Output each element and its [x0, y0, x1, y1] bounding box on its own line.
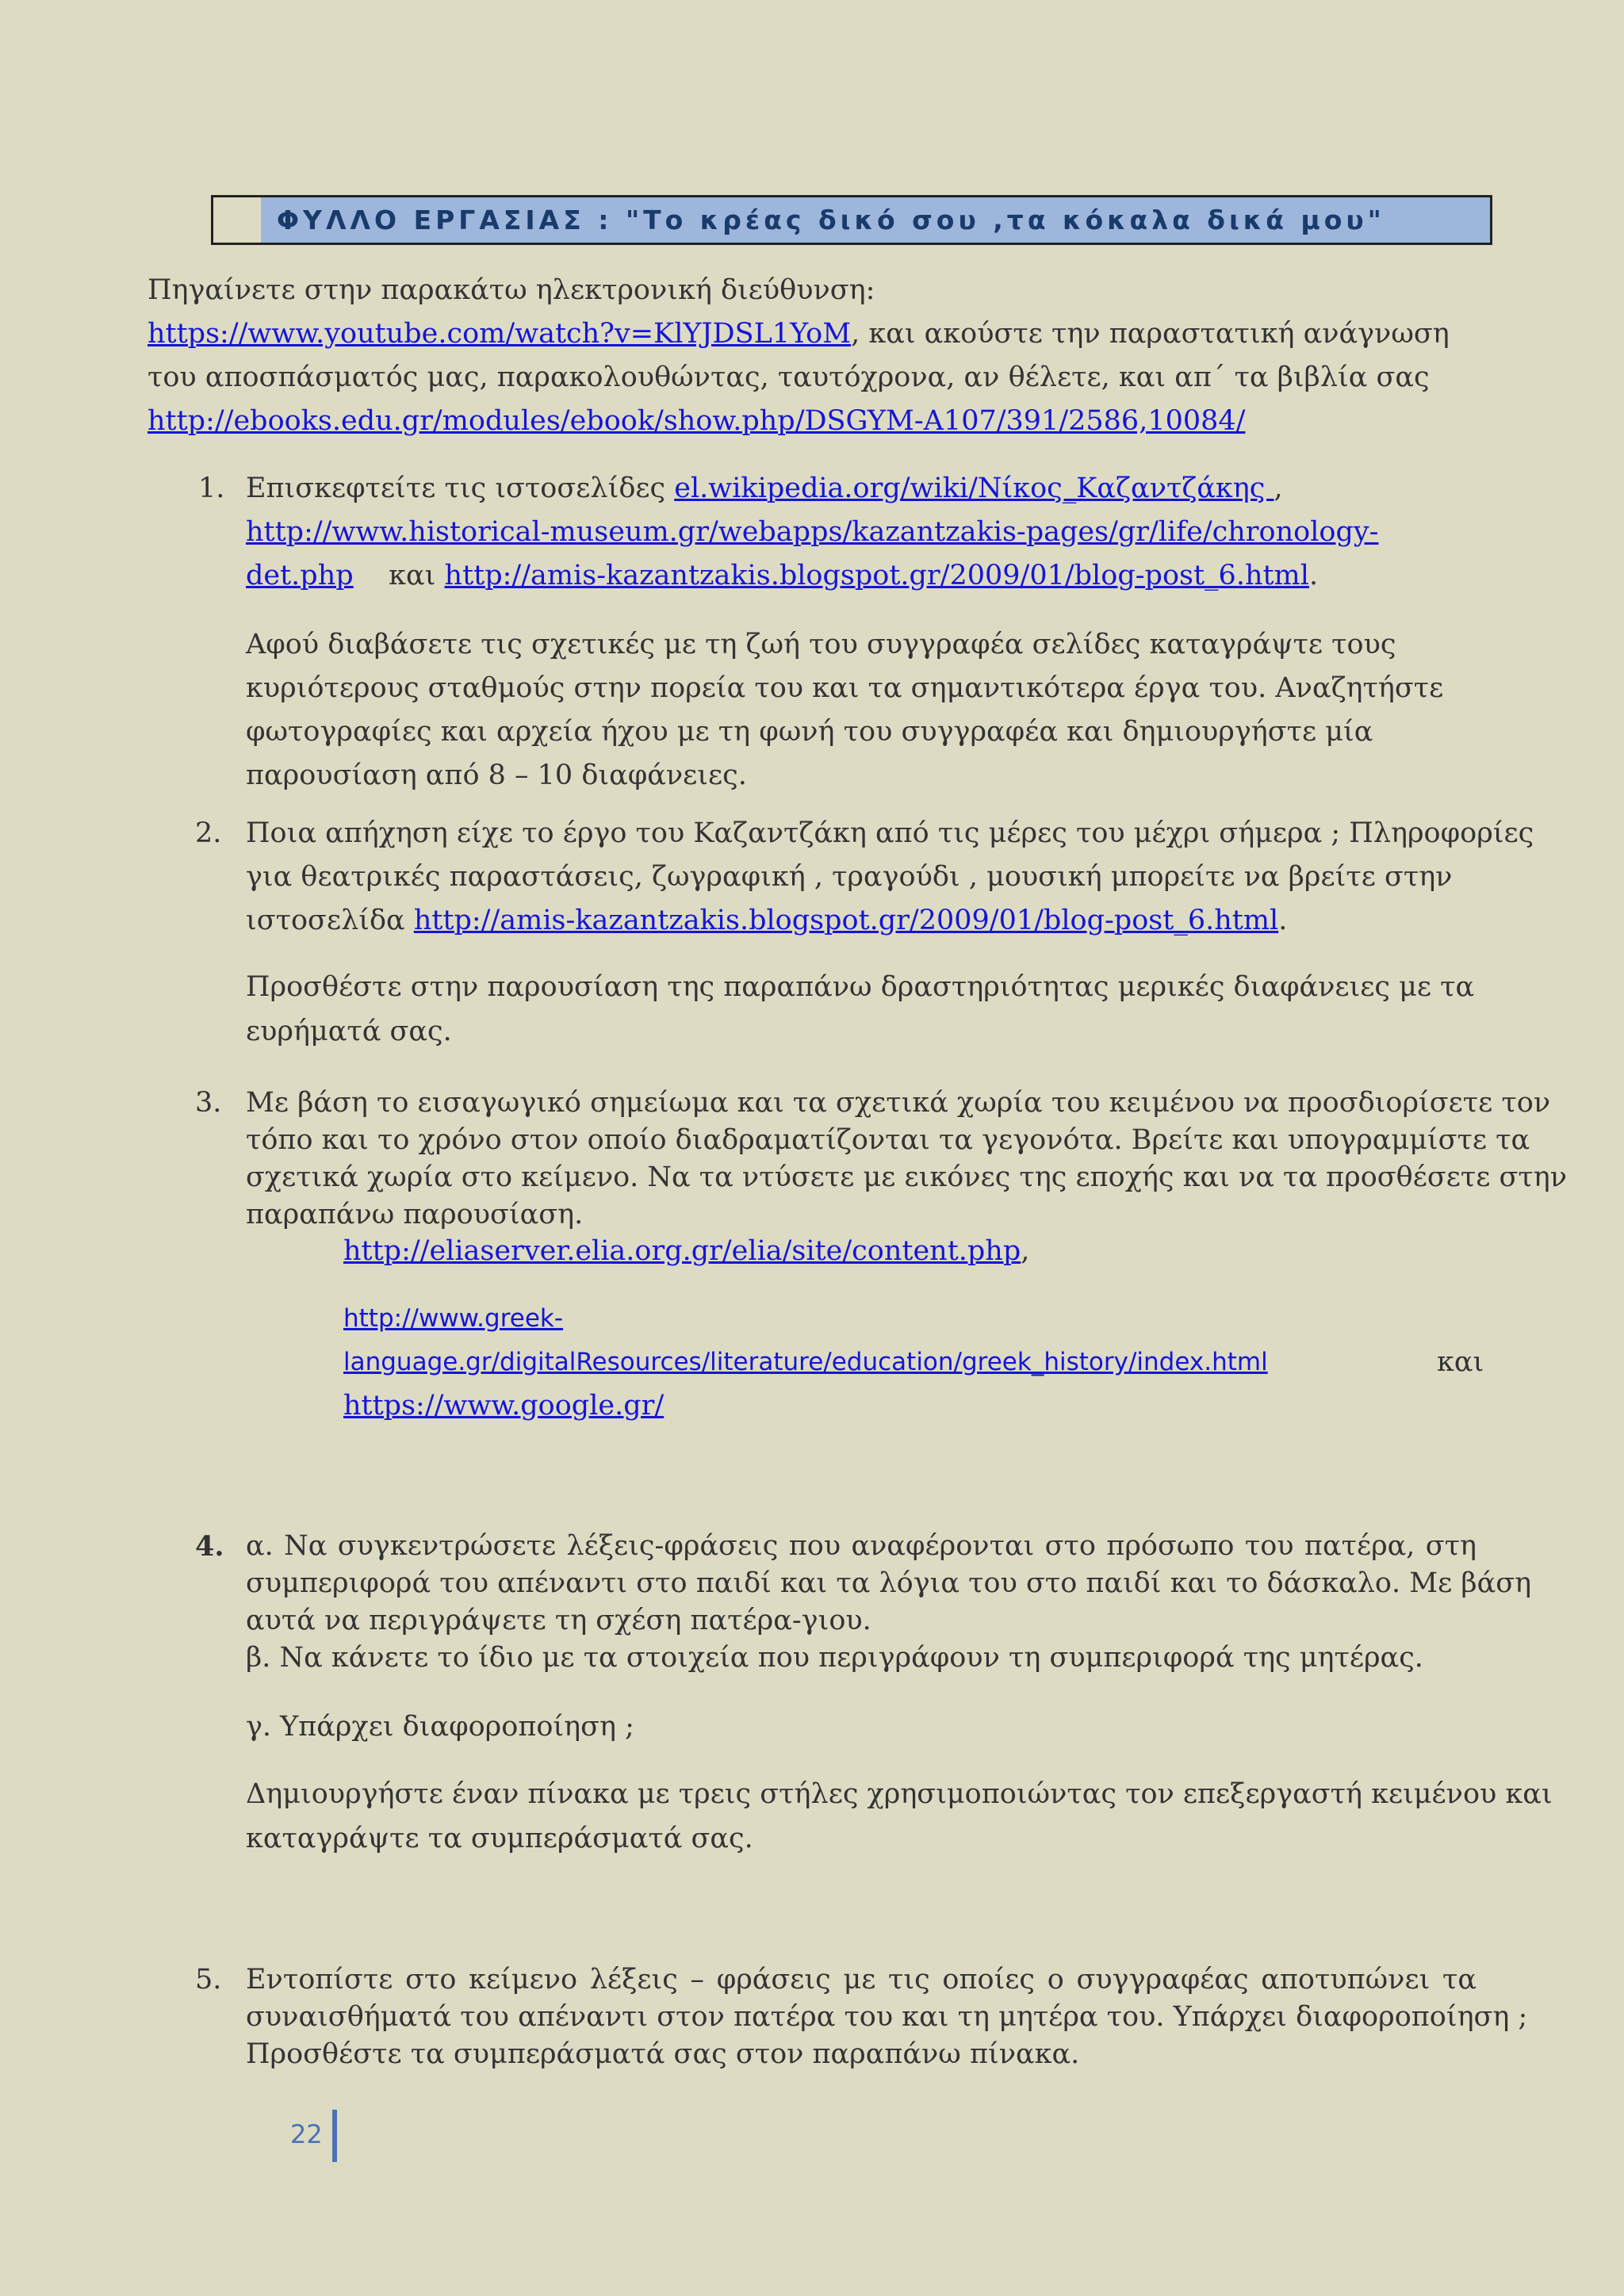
item-1-number: 1.	[198, 473, 225, 504]
item-1-line-2	[246, 511, 1378, 554]
item-3-line-2: τόπο και το χρόνο στον οποίο διαδραματίζονται τα γεγονότα. Βρείτε και υπογραμμίστε τα	[246, 1124, 1530, 1156]
item-2-dot: .	[1278, 905, 1288, 936]
item-3-line-4: παραπάνω παρουσίαση.	[246, 1199, 584, 1230]
worksheet-title: ΦΥΛΛΟ ΕΡΓΑΣΙΑΣ : "Το κρέας δικό σου ,τα κόκαλα δικά μου"	[277, 205, 1385, 235]
intro-line-2-rest: , και ακούστε την παραστατική ανάγνωση	[851, 318, 1450, 350]
item-3-number: 3.	[195, 1087, 222, 1119]
item-1-desc-3: φωτογραφίες και αρχεία ήχου με τη φωνή του συγγραφέα και δημιουργήστε μία	[246, 716, 1373, 748]
item-1-dot: .	[1308, 560, 1319, 591]
museum-link-part-2[interactable]: det.php	[246, 560, 354, 591]
elia-link[interactable]: http://eliaserver.elia.org.gr/elia/site/content.php	[343, 1235, 1021, 1267]
intro-line-4	[147, 400, 1245, 443]
item-2-line-3-prefix: ιστοσελίδα	[246, 905, 414, 936]
item-2-line-2: για θεατρικές παραστάσεις, ζωγραφική , τραγούδι , μουσική μπορείτε να βρείτε στην	[246, 861, 1453, 893]
ebooks-link[interactable]: http://ebooks.edu.gr/modules/ebook/show.php/DSGYM-A107/391/2586,10084/	[147, 405, 1246, 437]
item-3-comma: ,	[1021, 1235, 1030, 1267]
item-4-line-4: β. Να κάνετε το ίδιο με τα στοιχεία που περιγράφουν τη συμπεριφορά της μητέρας.	[246, 1642, 1423, 1674]
item-2-add-1: Προσθέστε στην παρουσίαση της παραπάνω δραστηριότητας μερικές διαφάνειες με τα	[246, 971, 1475, 1003]
item-4-line-5: γ. Υπάρχει διαφοροποίηση ;	[246, 1711, 634, 1743]
item-5-line-1: Εντοπίστε στο κείμενο λέξεις – φράσεις με τις οποίες ο συγγραφέας αποτυπώνει τα	[246, 1964, 1477, 1996]
item-4-line-6: Δημιουργήστε έναν πίνακα με τρεις στήλες χρησιμοποιώντας τον επεξεργαστή κειμένου και	[246, 1778, 1553, 1810]
page-number-bar	[332, 2110, 337, 2162]
item-2-add-2: ευρήματά σας.	[246, 1016, 452, 1047]
item-1-prefix: Επισκεφτείτε τις ιστοσελίδες	[246, 473, 675, 504]
item-4-line-2: συμπεριφορά του απέναντι στο παιδί και τα λόγια του στο παιδί και το δάσκαλο. Με βάση	[246, 1567, 1532, 1599]
item-2-line-3	[246, 899, 1287, 943]
item-5-line-3: Προσθέστε τα συμπεράσματά σας στον παραπάνω πίνακα.	[246, 2038, 1080, 2070]
item-5-number: 5.	[195, 1964, 222, 1996]
item-1-desc-2: κυριότερους σταθμούς στην πορεία του και τα σημαντικότερα έργα του. Αναζητήστε	[246, 672, 1444, 704]
item-3-line-1: Με βάση το εισαγωγικό σημείωμα και τα σχετικά χωρία του κειμένου να προσδιορίσετε τον	[246, 1087, 1551, 1119]
item-4-line-3: αυτά να περιγράψετε τη σχέση πατέρα-γιου.	[246, 1605, 871, 1636]
item-1-comma: ,	[1274, 473, 1283, 504]
youtube-link[interactable]: https://www.youtube.com/watch?v=KlYJDSL1YoM	[147, 318, 852, 350]
amis-kazantzakis-link-2[interactable]: http://amis-kazantzakis.blogspot.gr/2009/01/blog-post_6.html	[413, 905, 1279, 936]
item-1-line-1	[246, 467, 1283, 511]
item-3-elia-line	[343, 1230, 1029, 1273]
item-1-line-3	[246, 554, 1318, 598]
item-3-line-3: σχετικά χωρία στο κείμενο. Να τα ντύσετε με εικόνες της εποχής και να τα προσθέσετε στην	[246, 1161, 1568, 1193]
worksheet-title-box	[211, 195, 1492, 245]
intro-line-3: του αποσπάσματός μας, παρακολουθώντας, ταυτόχρονα, αν θέλετε, και απ΄ τα βιβλία σας	[147, 362, 1430, 393]
item-4-number: 4.	[195, 1530, 224, 1563]
google-link[interactable]: https://www.google.gr/	[343, 1390, 665, 1422]
intro-line-1: Πηγαίνετε στην παρακάτω ηλεκτρονική διεύθυνση:	[147, 274, 875, 306]
item-4-line-1: α. Να συγκεντρώσετε λέξεις-φράσεις που αναφέρονται στο πρόσωπο του πατέρα, στη	[246, 1530, 1477, 1562]
item-3-google-line	[343, 1384, 664, 1428]
greek-language-link-part-2[interactable]: language.gr/digitalResources/literature/education/greek_history/index.html	[343, 1348, 1268, 1376]
wikipedia-link[interactable]: el.wikipedia.org/wiki/Νίκος_Καζαντζάκης	[674, 473, 1274, 504]
item-3-greek-line-1	[343, 1297, 563, 1341]
item-3-greek-line-2	[343, 1341, 1268, 1384]
item-1-desc-4: παρουσίαση από 8 – 10 διαφάνειες.	[246, 760, 747, 791]
item-5-line-2: συναισθήματά του απέναντι στον πατέρα του και τη μητέρα του. Υπάρχει διαφοροποίηση ;	[246, 2001, 1528, 2033]
intro-line-2	[147, 312, 1450, 356]
museum-link-part-1[interactable]: http://www.historical-museum.gr/webapps/kazantzakis-pages/gr/life/chronology-	[246, 516, 1379, 548]
item-2-line-1: Ποια απήχηση είχε το έργο του Καζαντζάκη από τις μέρες του μέχρι σήμερα ; Πληροφορίες	[246, 817, 1534, 849]
item-4-line-7: καταγράψτε τα συμπεράσματά σας.	[246, 1823, 753, 1854]
item-2-number: 2.	[195, 817, 222, 849]
item-1-and: και	[353, 560, 445, 591]
item-1-desc-1: Αφού διαβάσετε τις σχετικές με τη ζωή του συγγραφέα σελίδες καταγράψτε τους	[246, 629, 1396, 660]
item-3-kai: και	[1437, 1346, 1484, 1378]
page-number: 22	[290, 2119, 323, 2149]
greek-language-link-part-1[interactable]: http://www.greek-	[343, 1304, 564, 1333]
amis-kazantzakis-link-1[interactable]: http://amis-kazantzakis.blogspot.gr/2009/01/blog-post_6.html	[444, 560, 1309, 591]
